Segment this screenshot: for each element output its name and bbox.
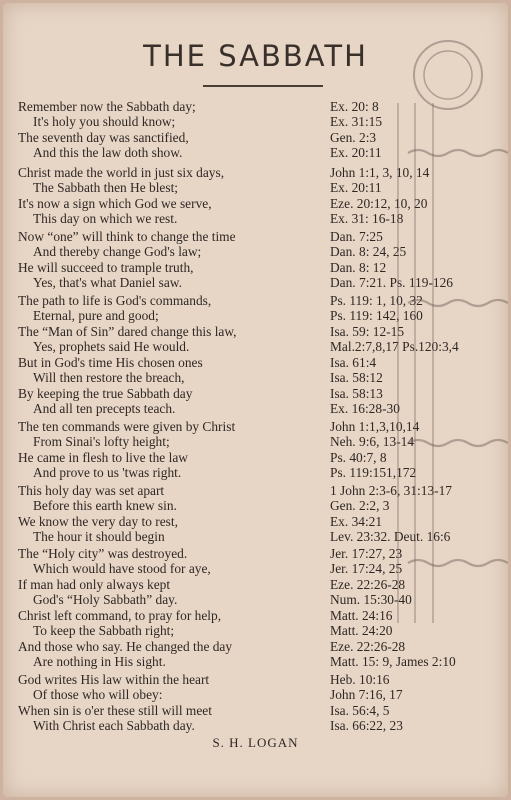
verse-text: Now “one” will think to change the time <box>18 229 236 244</box>
scripture-reference: Dan. 8: 24, 25 <box>330 244 407 260</box>
page-title: THE SABBATH <box>143 39 368 73</box>
scripture-reference: Eze. 22:26-28 <box>330 638 406 654</box>
scripture-reference: Ex. 20:11 <box>330 180 382 196</box>
scripture-reference: Isa. 61:4 <box>330 355 377 370</box>
verse-text: And this the law doth show. <box>33 145 183 161</box>
verse-text: And all ten precepts teach. <box>33 401 176 417</box>
verse-text: The path to life is God's commands, <box>18 293 212 308</box>
scripture-reference: Isa. 66:22, 23 <box>330 718 403 734</box>
verse-text: When sin is o'er these still will meet <box>18 702 212 718</box>
scripture-reference: Ex. 31:15 <box>330 114 383 130</box>
verse-text: The hour it should begin <box>33 529 165 545</box>
verse-text: And those who say. He changed the day <box>18 638 233 654</box>
scripture-reference: John 1:1, 3, 10, 14 <box>330 165 430 180</box>
scripture-reference: Isa. 56:4, 5 <box>330 702 390 718</box>
scripture-reference: John 7:16, 17 <box>330 687 403 703</box>
scripture-reference: Dan. 7:25 <box>330 229 383 244</box>
scripture-reference: Ex. 20: 8 <box>330 99 379 114</box>
scripture-reference: Ex. 20:11 <box>330 145 382 161</box>
verse-text: The seventh day was sanctified, <box>18 129 189 145</box>
verse-text: He will succeed to trample truth, <box>18 259 194 275</box>
verse-text: Will then restore the breach, <box>33 370 185 386</box>
author-signature: S. H. LOGAN <box>212 735 299 750</box>
verse-text: The “Holy city” was destroyed. <box>18 546 188 561</box>
verse-text: Before this earth knew sin. <box>33 498 177 514</box>
scripture-reference: Gen. 2:3 <box>330 129 377 145</box>
scripture-reference: Ex. 16:28-30 <box>330 401 400 417</box>
scripture-reference: Isa. 59: 12-15 <box>330 323 405 339</box>
verse-text: Yes, prophets said He would. <box>33 339 190 355</box>
verse-text: God writes His law within the heart <box>18 672 210 687</box>
verse-text: Remember now the Sabbath day; <box>18 99 196 114</box>
verse-text: Christ made the world in just six days, <box>18 165 225 180</box>
verse-text: And prove to us 'twas right. <box>33 465 182 481</box>
verse-text: The ten commands were given by Christ <box>18 419 236 434</box>
scripture-reference: Gen. 2:2, 3 <box>330 498 390 514</box>
scripture-reference: Ps. 119: 142, 160 <box>330 308 423 324</box>
verse-text: It's holy you should know; <box>33 114 176 130</box>
verse-text: If man had only always kept <box>18 576 171 592</box>
scripture-reference: Ps. 119:151,172 <box>330 465 417 481</box>
scripture-reference: Isa. 58:12 <box>330 370 383 386</box>
scripture-reference: Ex. 34:21 <box>330 513 383 529</box>
verse-text: God's “Holy Sabbath” day. <box>33 592 178 608</box>
scripture-reference: 1 John 2:3-6, 31:13-17 <box>330 483 452 498</box>
verse-text: Are nothing in His sight. <box>33 654 166 670</box>
verse-text: By keeping the true Sabbath day <box>18 385 193 401</box>
scripture-reference: Ps. 119: 1, 10, 32 <box>330 293 423 308</box>
scripture-reference: Matt. 24:16 <box>330 608 393 623</box>
scripture-reference: Eze. 20:12, 10, 20 <box>330 195 428 211</box>
verse-text: The “Man of Sin” dared change this law, <box>18 323 237 339</box>
verse-text: Which would have stood for aye, <box>33 561 211 577</box>
scripture-reference: Jer. 17:24, 25 <box>330 561 403 577</box>
scripture-reference: Neh. 9:6, 13-14 <box>330 434 415 450</box>
verse-text: Christ left command, to pray for help, <box>18 608 222 623</box>
scripture-reference: Heb. 10:16 <box>330 672 390 687</box>
verse-text: With Christ each Sabbath day. <box>33 718 195 734</box>
verse-text: Yes, that's what Daniel saw. <box>33 275 182 291</box>
scripture-reference: Num. 15:30-40 <box>330 592 412 608</box>
scripture-reference: Mal.2:7,8,17 Ps.120:3,4 <box>330 339 459 355</box>
scripture-reference: Lev. 23:32. Deut. 16:6 <box>330 529 451 545</box>
scripture-reference: Eze. 22:26-28 <box>330 576 406 592</box>
scripture-reference: Jer. 17:27, 23 <box>330 546 403 561</box>
verse-text: It's now a sign which God we serve, <box>18 195 212 211</box>
scripture-reference: Dan. 7:21. Ps. 119-126 <box>330 275 453 291</box>
postcard <box>3 3 508 797</box>
verse-text: Eternal, pure and good; <box>33 308 159 324</box>
scripture-reference: Matt. 24:20 <box>330 623 393 639</box>
verse-text: And thereby change God's law; <box>33 244 202 260</box>
verse-text: To keep the Sabbath right; <box>33 623 175 639</box>
scripture-reference: Matt. 15: 9, James 2:10 <box>330 654 456 670</box>
verse-text: He came in flesh to live the law <box>18 449 188 465</box>
postmark-cancellation <box>3 3 508 797</box>
verse-text: Of those who will obey: <box>33 687 163 703</box>
verse-text: This day on which we rest. <box>33 211 178 227</box>
verse-text: The Sabbath then He blest; <box>33 180 179 196</box>
verse-text: This holy day was set apart <box>18 483 165 498</box>
scripture-reference: Ps. 40:7, 8 <box>330 449 387 465</box>
verse-text: From Sinai's lofty height; <box>33 434 170 450</box>
scripture-reference: Isa. 58:13 <box>330 385 383 401</box>
scripture-reference: John 1:1,3,10,14 <box>330 419 420 434</box>
verse-text: But in God's time His chosen ones <box>18 355 203 370</box>
scripture-reference: Dan. 8: 12 <box>330 259 387 275</box>
verse-text: We know the very day to rest, <box>18 513 178 529</box>
scripture-reference: Ex. 31: 16-18 <box>330 211 404 227</box>
